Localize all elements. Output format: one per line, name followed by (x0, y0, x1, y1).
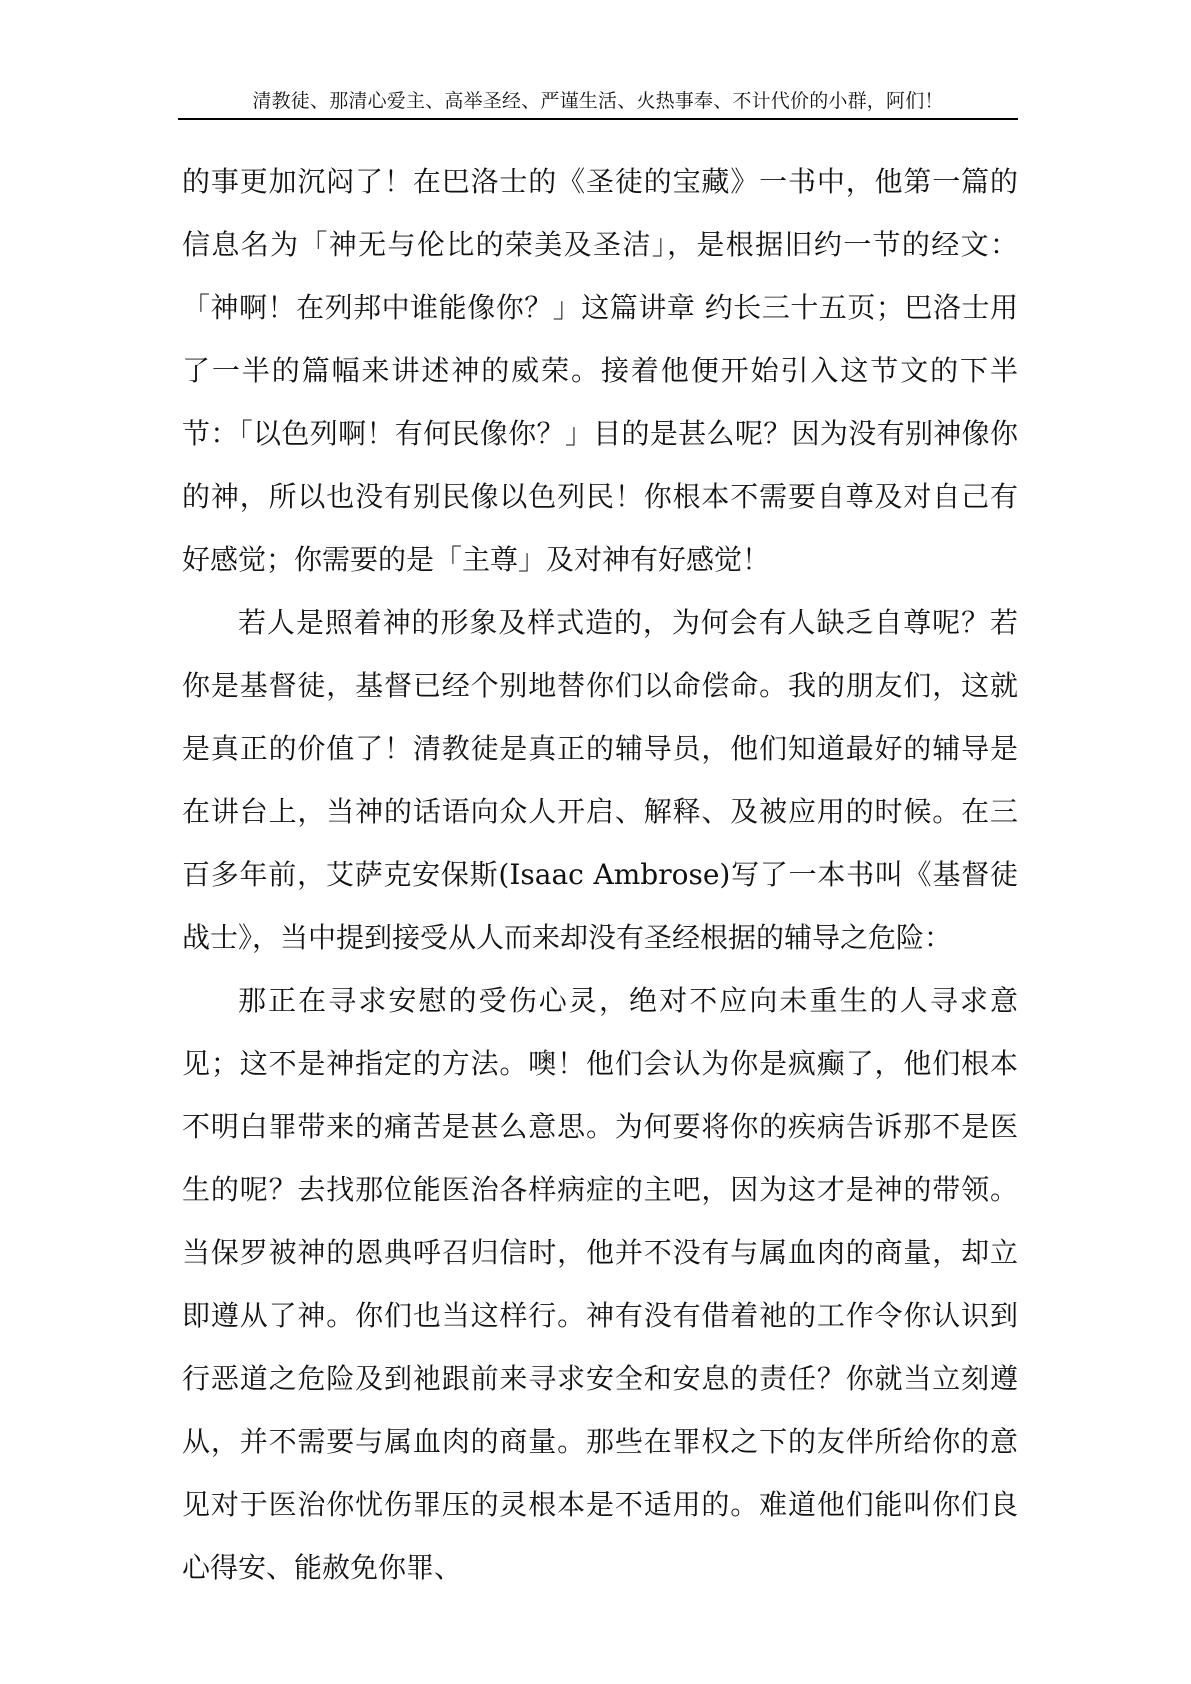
running-header: 清教徒、那清心爱主、高举圣经、严谨生活、火热事奉、不计代价的小群，阿们！ (252, 90, 944, 112)
header-rule (178, 118, 1018, 120)
body-text (182, 150, 1018, 1599)
paragraph: 若人是照着神的形象及样式造的，为何会有人缺乏自尊呢？若你是基督徒，基督已经个别地替你们以命偿命。我的朋友们，这就是真正的价值了！清教徒是真正的辅导员，他们知道最好的辅导是在讲台上，当神的话语向众人开启、解释、及被应用的时候。在三百多年前，艾萨克安保斯(Isaac Ambrose)写了一本书叫《基督徒战士》，当中提到接受从人而来却没有圣经根据的辅导之危险： (182, 606, 1018, 954)
paragraph: 的事更加沉闷了！在巴洛士的《圣徒的宝藏》一书中，他第一篇的信息名为「神无与伦比的荣美及圣洁」，是根据旧约一节的经文：「神啊！在列邦中谁能像你？」这篇讲章 约长三十五页；巴洛士用了一半的篇幅来讲述神的威荣。接着他便开始引入这节文的下半节：「以色列啊！有何民像你？」目的是甚么呢？因为没有别神像你的神，所以也没有别民像以色列民！你根本不需要自尊及对自己有好感觉；你需要的是「主尊」及对神有好感觉！ (182, 165, 1018, 576)
block-quote-paragraph: 那正在寻求安慰的受伤心灵，绝对不应向未重生的人寻求意见；这不是神指定的方法。噢！他们会认为你是疯癫了，他们根本不明白罪带来的痛苦是甚么意思。为何要将你的疾病告诉那不是医生的呢？去找那位能医治各样病症的主吧，因为这才是神的带领。当保罗被神的恩典呼召归信时，他并不没有与属血肉的商量，却立即遵从了神。你们也当这样行。神有没有借着祂的工作令你认识到行恶道之危险及到祂跟前来寻求安全和安息的责任？你就当立刻遵从，并不需要与属血肉的商量。那些在罪权之下的友伴所给你的意见对于医治你忧伤罪压的灵根本是不适用的。难道他们能叫你们良心得安、能赦免你罪、 (182, 984, 1018, 1584)
